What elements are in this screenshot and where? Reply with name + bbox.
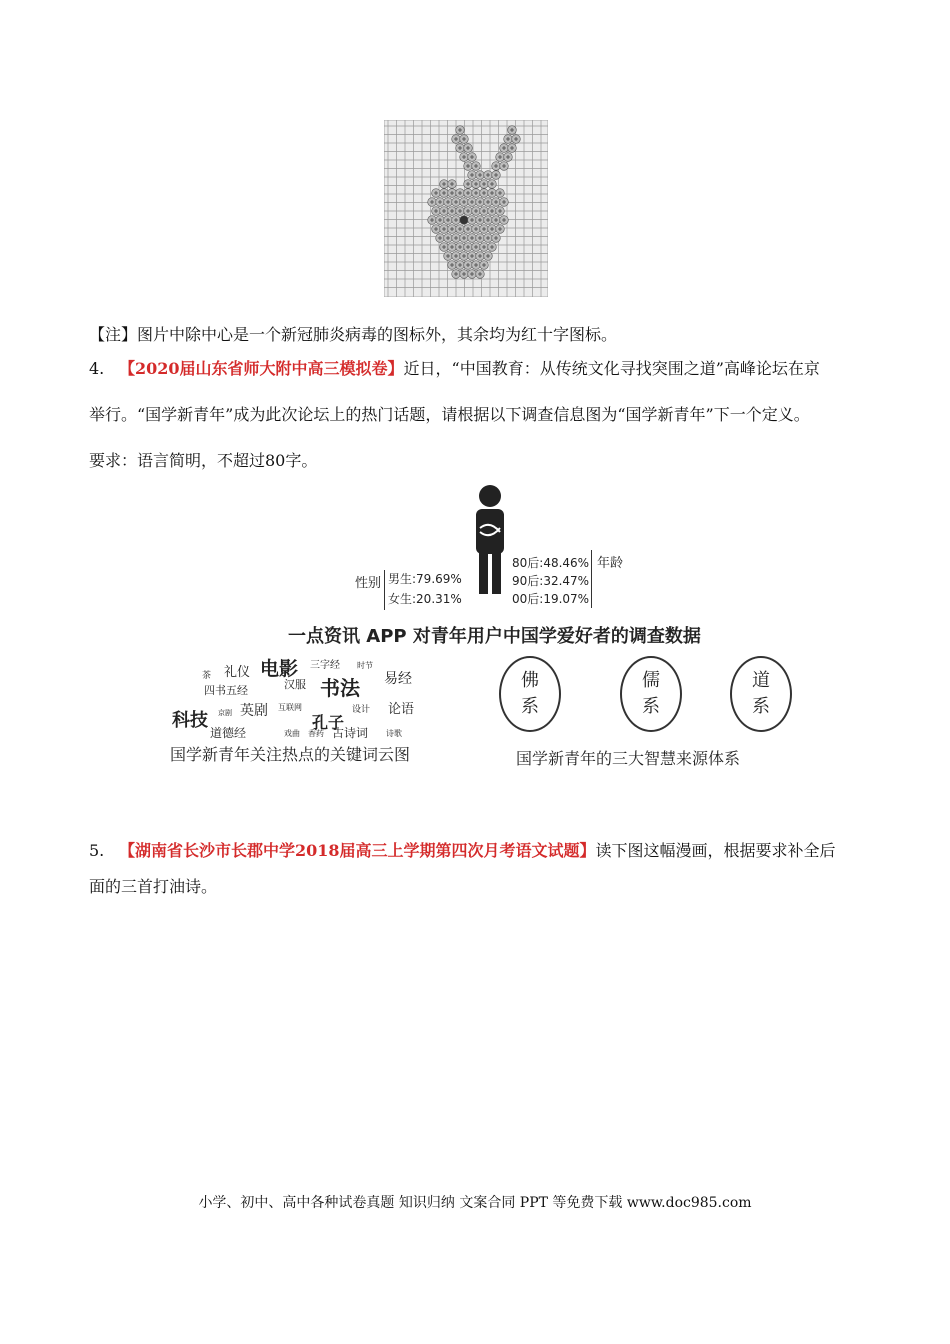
red-cross-stone-icon bbox=[468, 252, 477, 261]
red-cross-stone-icon bbox=[496, 153, 505, 162]
red-cross-stone-icon bbox=[448, 207, 457, 216]
gender-male: 男生:79.69% bbox=[388, 572, 462, 586]
red-cross-stone-icon bbox=[428, 198, 437, 207]
red-cross-stone-icon bbox=[452, 198, 461, 207]
red-cross-stone-icon bbox=[496, 189, 505, 198]
red-cross-stone-icon bbox=[444, 216, 453, 225]
keyword: 电影 bbox=[260, 658, 299, 680]
red-cross-stone-icon bbox=[464, 207, 473, 216]
red-cross-stone-icon bbox=[456, 243, 465, 252]
age-label: 年龄 bbox=[597, 556, 624, 571]
circle-fo bbox=[499, 656, 561, 732]
red-cross-stone-icon bbox=[460, 252, 469, 261]
red-cross-stone-icon bbox=[480, 189, 489, 198]
red-cross-stone-icon bbox=[444, 234, 453, 243]
red-cross-stone-icon bbox=[464, 261, 473, 270]
red-cross-stone-icon bbox=[460, 135, 469, 144]
red-cross-stone-icon bbox=[484, 198, 493, 207]
red-cross-stone-icon bbox=[488, 225, 497, 234]
red-cross-stone-icon bbox=[464, 225, 473, 234]
age-80s: 80后:48.46% bbox=[512, 556, 590, 570]
red-cross-stone-icon bbox=[456, 261, 465, 270]
red-cross-stone-icon bbox=[508, 144, 517, 153]
red-cross-stone-icon bbox=[460, 198, 469, 207]
red-cross-stone-icon bbox=[488, 207, 497, 216]
question-4-line2: 举行。“国学新青年”成为此次论坛上的热门话题，请根据以下调查信息图为“国学新青年”下一个定义。 bbox=[89, 405, 810, 424]
red-cross-stone-icon bbox=[440, 225, 449, 234]
red-cross-stone-icon bbox=[500, 216, 509, 225]
red-cross-stone-icon bbox=[460, 153, 469, 162]
red-cross-stone-icon bbox=[448, 225, 457, 234]
circle-char: 儒 bbox=[642, 670, 660, 691]
red-cross-stone-icon bbox=[472, 180, 481, 189]
age-00s: 00后:19.07% bbox=[512, 592, 590, 606]
red-cross-stone-icon bbox=[484, 216, 493, 225]
red-cross-stone-icon bbox=[448, 189, 457, 198]
go-board-figure bbox=[384, 120, 548, 297]
red-cross-stone-icon bbox=[468, 171, 477, 180]
red-cross-stone-icon bbox=[492, 162, 501, 171]
keyword: 四书五经 bbox=[204, 684, 248, 697]
red-cross-stone-icon bbox=[512, 135, 521, 144]
footer-link[interactable]: 小学、初中、高中各种试卷真题 知识归纳 文案合同 PPT 等免费下载 www.doc985.com bbox=[198, 1195, 752, 1211]
red-cross-stone-icon bbox=[440, 180, 449, 189]
survey-title: 一点资讯 APP 对青年用户中国学爱好者的调查数据 bbox=[288, 626, 701, 647]
red-cross-stone-icon bbox=[456, 126, 465, 135]
red-cross-stone-icon bbox=[492, 216, 501, 225]
wisdom-caption: 国学新青年的三大智慧来源体系 bbox=[516, 749, 741, 768]
red-cross-stone-icon bbox=[472, 243, 481, 252]
keyword: 茶 bbox=[202, 671, 212, 681]
red-cross-stone-icon bbox=[496, 225, 505, 234]
circle-char: 佛 bbox=[521, 670, 539, 691]
red-cross-stone-icon bbox=[480, 180, 489, 189]
red-cross-stone-icon bbox=[476, 171, 485, 180]
red-cross-stone-icon bbox=[480, 207, 489, 216]
keyword: 设计 bbox=[352, 705, 371, 715]
keyword: 古诗词 bbox=[332, 726, 369, 740]
red-cross-stone-icon bbox=[432, 189, 441, 198]
gender-female: 女生:20.31% bbox=[388, 592, 462, 606]
red-cross-stone-icon bbox=[456, 207, 465, 216]
red-cross-stone-icon bbox=[500, 162, 509, 171]
red-cross-stone-icon bbox=[448, 261, 457, 270]
keyword: 论语 bbox=[388, 702, 415, 717]
keyword: 戏曲 bbox=[284, 729, 300, 738]
question-4-line3: 要求：语言简明，不超过80字。 bbox=[89, 451, 318, 470]
keyword: 京剧 bbox=[218, 709, 232, 717]
red-cross-stone-icon bbox=[504, 153, 513, 162]
age-divider bbox=[591, 550, 592, 608]
red-cross-stone-icon bbox=[488, 189, 497, 198]
red-cross-stone-icon bbox=[464, 144, 473, 153]
red-cross-stone-icon bbox=[432, 225, 441, 234]
red-cross-stone-icon bbox=[488, 180, 497, 189]
red-cross-stone-icon bbox=[452, 252, 461, 261]
red-cross-stone-icon bbox=[484, 171, 493, 180]
red-cross-stone-icon bbox=[456, 144, 465, 153]
question-number: 4. bbox=[89, 359, 105, 378]
red-cross-stone-icon bbox=[468, 153, 477, 162]
wordcloud-caption: 国学新青年关注热点的关键词云图 bbox=[170, 745, 411, 764]
keyword: 科技 bbox=[172, 710, 208, 731]
red-cross-stone-icon bbox=[472, 261, 481, 270]
question-4-line1 bbox=[89, 358, 820, 380]
gender-label: 性别 bbox=[355, 576, 382, 591]
red-cross-stone-icon bbox=[444, 198, 453, 207]
red-cross-stone-icon bbox=[460, 234, 469, 243]
circle-char: 道 bbox=[752, 670, 770, 691]
survey-infographic bbox=[160, 484, 800, 784]
red-cross-stone-icon bbox=[480, 261, 489, 270]
red-cross-stone-icon bbox=[472, 225, 481, 234]
red-cross-stone-icon bbox=[456, 189, 465, 198]
red-cross-stone-icon bbox=[464, 180, 473, 189]
red-cross-stone-icon bbox=[468, 216, 477, 225]
red-cross-stone-icon bbox=[468, 198, 477, 207]
circle-ru bbox=[620, 656, 682, 732]
red-cross-stone-icon bbox=[440, 207, 449, 216]
keyword: 道德经 bbox=[210, 726, 247, 740]
keyword: 英剧 bbox=[240, 703, 268, 719]
red-cross-stone-icon bbox=[428, 216, 437, 225]
keyword: 礼仪 bbox=[224, 665, 251, 680]
red-cross-stone-icon bbox=[484, 252, 493, 261]
red-cross-stone-icon bbox=[468, 270, 477, 279]
red-cross-stone-icon bbox=[500, 144, 509, 153]
circle-char: 系 bbox=[642, 696, 660, 717]
red-cross-stone-icon bbox=[460, 270, 469, 279]
red-cross-stone-icon bbox=[472, 189, 481, 198]
keyword: 三字经 bbox=[310, 660, 340, 671]
red-cross-stone-icon bbox=[476, 234, 485, 243]
red-cross-stone-icon bbox=[480, 243, 489, 252]
red-cross-stone-icon bbox=[464, 162, 473, 171]
red-cross-stone-icon bbox=[456, 225, 465, 234]
question-text: 读下图这幅漫画，根据要求补全后 bbox=[595, 841, 836, 860]
red-cross-stone-icon bbox=[472, 207, 481, 216]
keyword: 书法 bbox=[320, 676, 360, 700]
keyword: 互联网 bbox=[278, 703, 302, 712]
keyword: 时节 bbox=[357, 661, 373, 670]
red-cross-stone-icon bbox=[484, 234, 493, 243]
red-cross-stone-icon bbox=[440, 189, 449, 198]
red-cross-stone-icon bbox=[492, 198, 501, 207]
virus-stone-icon bbox=[460, 216, 469, 225]
red-cross-stone-icon bbox=[496, 207, 505, 216]
red-cross-stone-icon bbox=[476, 270, 485, 279]
red-cross-stone-icon bbox=[508, 126, 517, 135]
red-cross-stone-icon bbox=[440, 243, 449, 252]
question-text: 近日，“中国教育：从传统文化寻找突围之道”高峰论坛在京 bbox=[403, 359, 820, 378]
red-cross-stone-icon bbox=[464, 243, 473, 252]
red-cross-stone-icon bbox=[492, 234, 501, 243]
red-cross-stone-icon bbox=[472, 162, 481, 171]
keyword: 香药 bbox=[308, 729, 324, 738]
red-cross-stone-icon bbox=[488, 243, 497, 252]
age-90s: 90后:32.47% bbox=[512, 574, 590, 588]
keyword: 汉服 bbox=[284, 678, 306, 691]
red-cross-stone-icon bbox=[436, 198, 445, 207]
question-5-line1 bbox=[89, 840, 836, 862]
red-cross-stone-icon bbox=[500, 198, 509, 207]
red-cross-stone-icon bbox=[448, 243, 457, 252]
question-number: 5. bbox=[89, 841, 105, 860]
figure-note: 【注】图片中除中心是一个新冠肺炎病毒的图标外，其余均为红十字图标。 bbox=[89, 325, 618, 344]
red-cross-stone-icon bbox=[432, 207, 441, 216]
red-cross-stone-icon bbox=[436, 234, 445, 243]
keyword: 易经 bbox=[384, 671, 412, 687]
red-cross-stone-icon bbox=[480, 225, 489, 234]
circle-char: 系 bbox=[752, 696, 770, 717]
circle-char: 系 bbox=[521, 696, 539, 717]
red-cross-stone-icon bbox=[452, 270, 461, 279]
red-cross-stone-icon bbox=[452, 216, 461, 225]
gender-divider bbox=[384, 570, 385, 610]
keyword: 诗歌 bbox=[386, 729, 402, 738]
person-icon bbox=[470, 484, 510, 594]
red-cross-stone-icon bbox=[448, 180, 457, 189]
red-cross-stone-icon bbox=[452, 135, 461, 144]
red-cross-stone-icon bbox=[476, 198, 485, 207]
keyword: 孔子 bbox=[312, 713, 345, 732]
red-cross-stone-icon bbox=[464, 189, 473, 198]
red-cross-stone-icon bbox=[492, 171, 501, 180]
red-cross-stone-icon bbox=[504, 135, 513, 144]
red-cross-stone-icon bbox=[436, 216, 445, 225]
red-cross-stone-icon bbox=[444, 252, 453, 261]
question-source: 【湖南省长沙市长郡中学2018届高三上学期第四次月考语文试题】 bbox=[119, 841, 596, 860]
question-5-line2: 面的三首打油诗。 bbox=[89, 877, 218, 896]
red-cross-stone-icon bbox=[476, 216, 485, 225]
red-cross-stone-icon bbox=[476, 252, 485, 261]
question-source: 【2020届山东省师大附中高三模拟卷】 bbox=[119, 359, 404, 378]
red-cross-stone-icon bbox=[452, 234, 461, 243]
red-cross-stone-icon bbox=[468, 234, 477, 243]
circle-dao bbox=[730, 656, 792, 732]
